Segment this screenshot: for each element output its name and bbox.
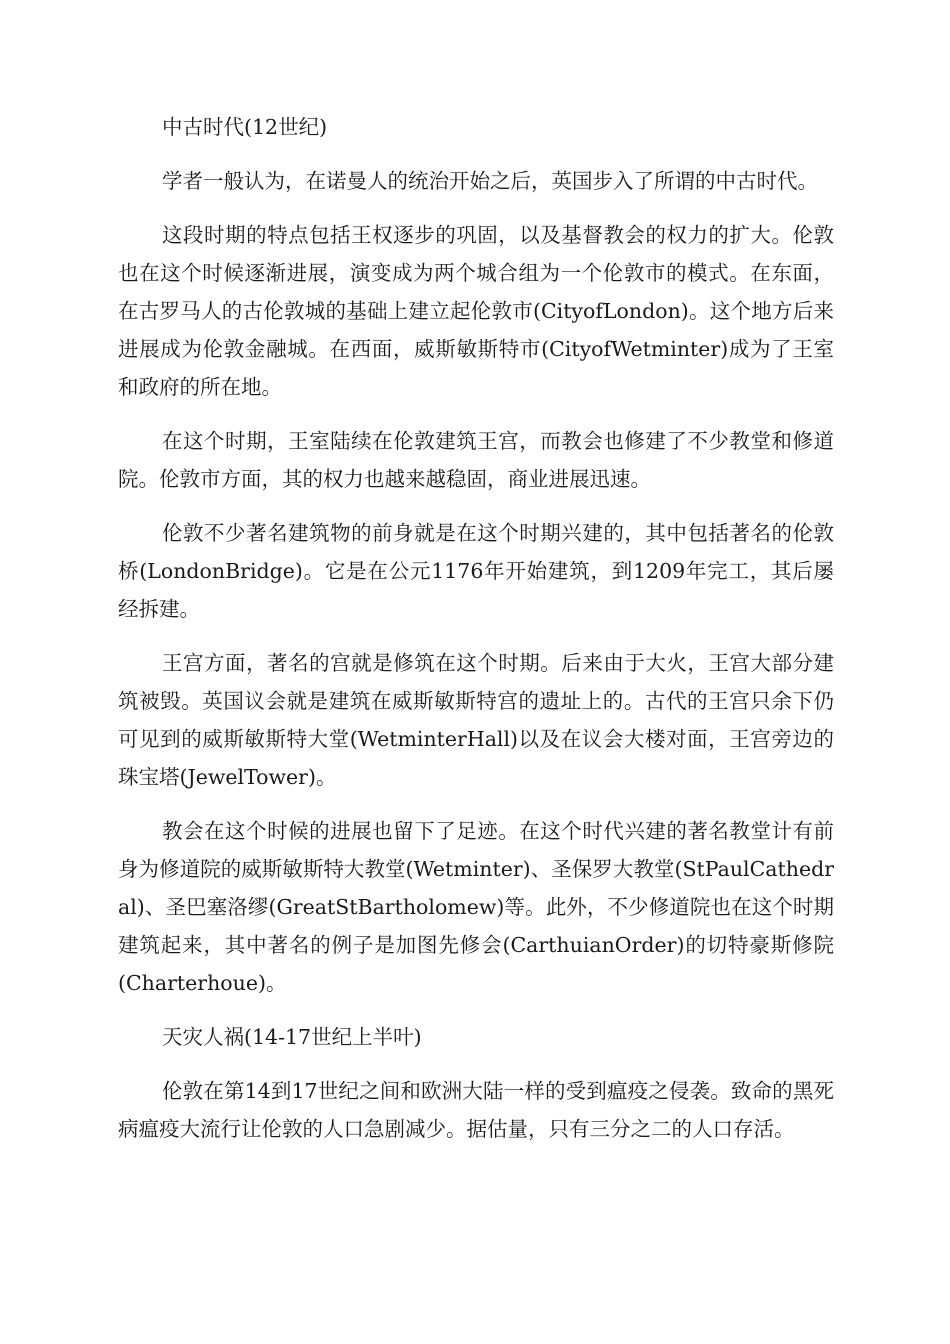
paragraph-westminster-palace: 王宫方面，著名的宫就是修筑在这个时期。后来由于大火，王宫大部分建筑被毁。英国议会就是建筑在威斯敏斯特宫的遗址上的。古代的王宫只余下仍可见到的威斯敏斯特大堂(WetminterHall)以及在议会大楼对面，王宫旁边的珠宝塔(JewelTower)。 (118, 651, 834, 789)
paragraph-norman-era: 学者一般认为，在诺曼人的统治开始之后，英国步入了所谓的中古时代。 (162, 169, 818, 193)
paragraph-plague: 伦敦在第14到17世纪之间和欧洲大陆一样的受到瘟疫之侵袭。致命的黑死病瘟疫大流行让伦敦的人口急剧减少。据估量，只有三分之二的人口存活。 (118, 1079, 834, 1141)
paragraph-royal-power: 这段时期的特点包括王权逐步的巩固，以及基督教会的权力的扩大。伦敦也在这个时候逐渐进展，演变成为两个城合组为一个伦敦市的模式。在东面，在古罗马人的古伦敦城的基础上建立起伦敦市(CityofLondon)。这个地方后来进展成为伦敦金融城。在西面，威斯敏斯特市(CityofWetminter)成为了王室和政府的所在地。 (118, 223, 834, 399)
paragraph-palaces-churches: 在这个时期，王室陆续在伦敦建筑王宫，而教会也修建了不少教堂和修道院。伦敦市方面，其的权力也越来越稳固，商业进展迅速。 (118, 429, 834, 491)
section-heading-disasters: 天灾人祸(14-17世纪上半叶) (162, 1025, 422, 1049)
paragraph-churches-abbeys: 教会在这个时候的进展也留下了足迹。在这个时代兴建的著名教堂计有前身为修道院的威斯敏斯特大教堂(Wetminter)、圣保罗大教堂(StPaulCathedral)、圣巴塞洛缪(GreatStBartholomew)等。此外，不少修道院也在这个时期建筑起来，其中著名的例子是加图先修会(CarthuianOrder)的切特豪斯修院(Charterhoue)。 (118, 819, 834, 995)
section-heading-medieval: 中古时代(12世纪) (162, 115, 328, 139)
paragraph-london-bridge: 伦敦不少著名建筑物的前身就是在这个时期兴建的，其中包括著名的伦敦桥(LondonBridge)。它是在公元1176年开始建筑，到1209年完工，其后屡经拆建。 (118, 521, 834, 621)
document-page (118, 108, 834, 1164)
